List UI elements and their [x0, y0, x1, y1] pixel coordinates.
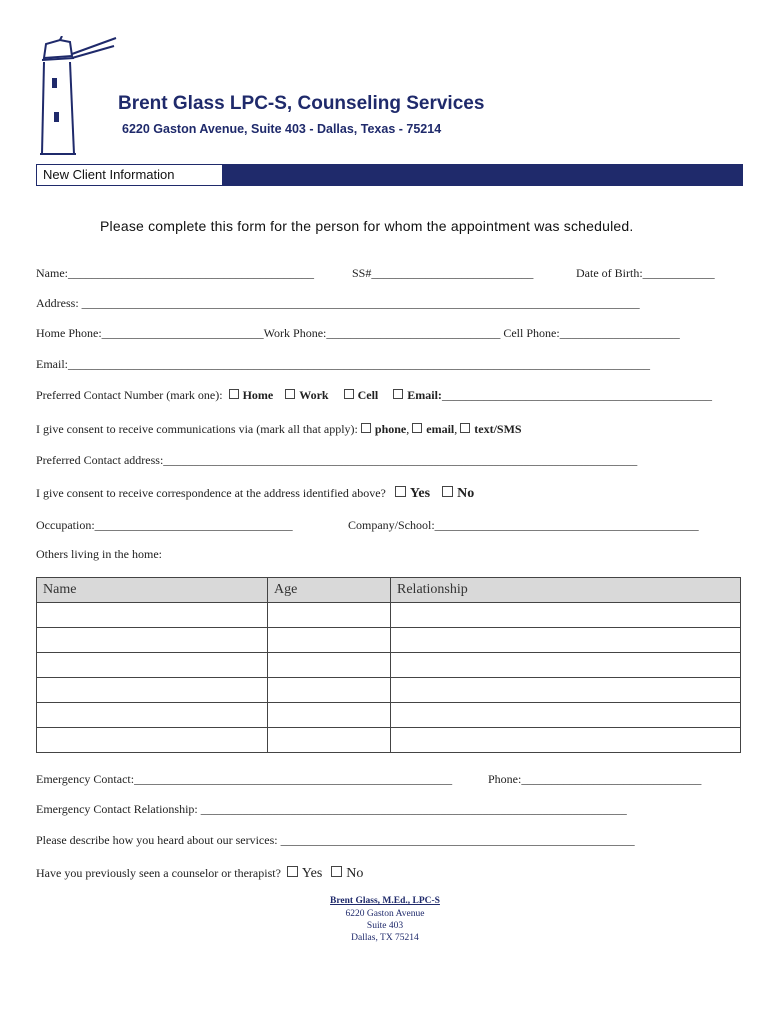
cell-age[interactable]: [268, 678, 391, 703]
cell-relationship[interactable]: [391, 628, 741, 653]
others-label: Others living in the home:: [36, 547, 162, 561]
contact-email-line[interactable]: _____________________________________________: [441, 388, 712, 402]
table-row: [37, 653, 741, 678]
checkbox-icon[interactable]: [442, 486, 453, 497]
checkbox-icon[interactable]: [287, 866, 298, 877]
consent-corr-label: I give consent to receive correspondence at the address identified above?: [36, 486, 386, 500]
checkbox-icon[interactable]: [344, 389, 354, 399]
opt-cell: Cell: [357, 388, 379, 402]
table-row: [37, 703, 741, 728]
table-row: [37, 678, 741, 703]
emergency-contact-field[interactable]: Emergency Contact:_____________________________________________________: [36, 772, 453, 786]
address-field[interactable]: Address: _____________________________________________________________________________________________: [36, 296, 640, 310]
cell-age[interactable]: [268, 728, 391, 753]
checkbox-icon[interactable]: [395, 486, 406, 497]
preferred-contact-label: Preferred Contact Number (mark one):: [36, 388, 223, 402]
cell-name[interactable]: [37, 603, 268, 628]
checkbox-icon[interactable]: [361, 423, 371, 433]
table-row: [37, 603, 741, 628]
company-address: 6220 Gaston Avenue, Suite 403 - Dallas, Texas - 75214: [122, 122, 442, 136]
banner-label: New Client Information: [37, 165, 223, 185]
seen-no: No: [346, 866, 364, 881]
checkbox-icon[interactable]: [412, 423, 422, 433]
footer-line2: Suite 403: [366, 921, 404, 931]
lighthouse-logo-icon: [36, 36, 126, 156]
col-relationship: Relationship: [391, 578, 741, 603]
cell-relationship[interactable]: [391, 653, 741, 678]
cell-age[interactable]: [268, 653, 391, 678]
col-name: Name: [37, 578, 268, 603]
consent-comm-label: I give consent to receive communications via (mark all that apply):: [36, 422, 358, 436]
cell-age[interactable]: [268, 603, 391, 628]
cell-name[interactable]: [37, 678, 268, 703]
dob-field[interactable]: Date of Birth:____________: [576, 266, 715, 280]
email-field[interactable]: Email:_________________________________________________________________________________________________: [36, 357, 650, 371]
table-row: [37, 728, 741, 753]
name-field[interactable]: Name:_________________________________________: [36, 266, 314, 280]
footer-line3: Dallas, TX 75214: [351, 933, 419, 943]
cell-relationship[interactable]: [391, 728, 741, 753]
opt-work: Work: [299, 388, 329, 402]
emergency-relationship-field[interactable]: Emergency Contact Relationship: _______________________________________________________________________: [36, 802, 627, 816]
cell-name[interactable]: [37, 628, 268, 653]
section-banner: [36, 164, 743, 186]
preferred-contact-row: [36, 388, 712, 403]
col-age: Age: [268, 578, 391, 603]
ss-field[interactable]: SS#___________________________: [352, 266, 534, 280]
opt-email: Email:: [407, 388, 442, 402]
company-title: Brent Glass LPC-S, Counseling Services: [118, 93, 485, 114]
form-instruction: Please complete this form for the person for whom the appointment was scheduled.: [100, 218, 634, 234]
cell-name[interactable]: [37, 703, 268, 728]
cell-age[interactable]: [268, 703, 391, 728]
cell-age[interactable]: [268, 628, 391, 653]
consent-corr-row: [36, 486, 474, 502]
opt-home: Home: [242, 388, 274, 402]
footer-line1: 6220 Gaston Avenue: [345, 909, 425, 919]
opt-email-comm: email: [426, 422, 455, 436]
checkbox-icon[interactable]: [460, 423, 470, 433]
cell-name[interactable]: [37, 728, 268, 753]
previous-counseling-label: Have you previously seen a counselor or therapist?: [36, 866, 281, 880]
cell-relationship[interactable]: [391, 603, 741, 628]
cell-name[interactable]: [37, 653, 268, 678]
checkbox-icon[interactable]: [229, 389, 239, 399]
seen-yes: Yes: [301, 866, 323, 881]
cell-relationship[interactable]: [391, 703, 741, 728]
checkbox-icon[interactable]: [331, 866, 342, 877]
cell-relationship[interactable]: [391, 678, 741, 703]
referral-field[interactable]: Please describe how you heard about our services: ___________________________________________________________: [36, 833, 635, 847]
opt-phone: phone: [374, 422, 407, 436]
previous-counseling-row: [36, 866, 363, 882]
corr-yes: Yes: [409, 486, 431, 501]
occupation-field[interactable]: Occupation:_________________________________: [36, 518, 293, 532]
checkbox-icon[interactable]: [393, 389, 403, 399]
footer-name: Brent Glass, M.Ed., LPC-S: [330, 896, 440, 906]
table-row: [37, 628, 741, 653]
pref-address-field[interactable]: Preferred Contact address:_______________________________________________________________________________: [36, 453, 638, 467]
opt-text: text/SMS: [474, 422, 522, 436]
others-table: [36, 577, 741, 753]
phone-fields[interactable]: Home Phone:___________________________Work Phone:_____________________________ Cell Phone:____________________: [36, 326, 680, 340]
emergency-phone-field[interactable]: Phone:______________________________: [488, 772, 702, 786]
consent-comm-row: I give consent to receive communications via (mark all that apply): phone, email, text/SMS: [36, 422, 522, 436]
table-header-row: [37, 578, 741, 603]
checkbox-icon[interactable]: [285, 389, 295, 399]
corr-no: No: [457, 486, 475, 501]
company-field[interactable]: Company/School:____________________________________________: [348, 518, 699, 532]
